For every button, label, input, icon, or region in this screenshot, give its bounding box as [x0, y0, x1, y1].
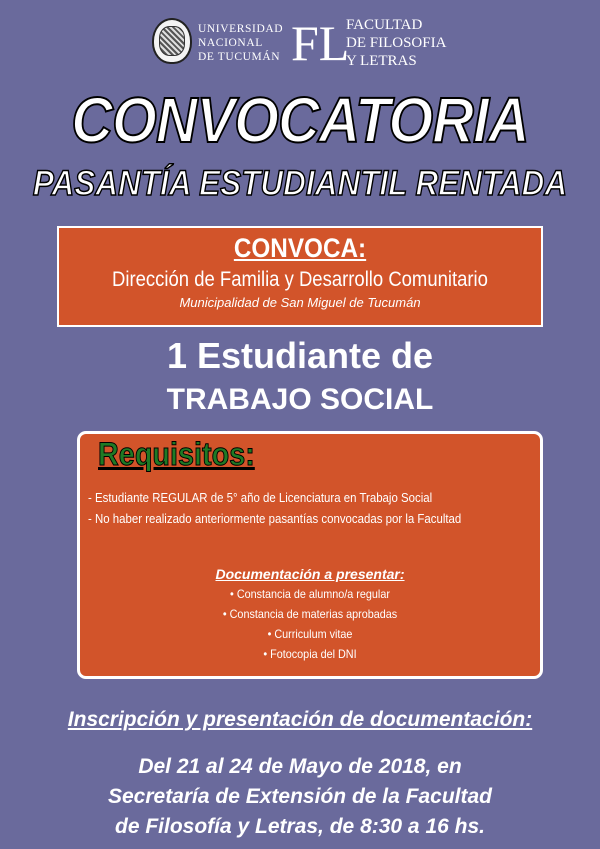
vacancy-career: TRABAJO SOCIAL — [166, 383, 434, 416]
page-subtitle: PASANTÍA ESTUDIANTIL RENTADA — [32, 164, 568, 203]
requirement-item: - No haber realizado anteriormente pasantías convocadas por la Facultad — [88, 511, 462, 526]
requirements-box — [77, 431, 543, 679]
university-name — [198, 22, 283, 64]
convoca-title: CONVOCA: — [233, 233, 367, 263]
svg-text:FL: FL — [291, 15, 350, 71]
university-name-line: UNIVERSIDAD — [198, 23, 284, 35]
vacancy-count: 1 Estudiante de — [166, 335, 434, 376]
faculty-name — [346, 16, 446, 70]
inscription-line: Secretaría de Extensión de la Facultad — [108, 785, 492, 808]
requirements-list — [88, 487, 512, 529]
documents-list — [80, 584, 540, 664]
requirement-item: - Estudiante REGULAR de 5° año de Licenciatura en Trabajo Social — [88, 490, 433, 505]
document-item: • Constancia de alumno/a regular — [230, 587, 390, 601]
inscription-details — [0, 752, 600, 842]
faculty-name-line: DE FILOSOFIA — [346, 35, 447, 51]
convoca-organization: Dirección de Familia y Desarrollo Comunitario — [112, 268, 488, 291]
convoca-municipality: Municipalidad de San Miguel de Tucumán — [179, 295, 421, 310]
faculty-logo-icon — [289, 14, 350, 71]
university-seal-icon — [152, 18, 192, 64]
header — [0, 14, 600, 74]
inscription-title: Inscripción y presentación de documentación: — [67, 708, 533, 731]
university-name-line: DE TUCUMÁN — [198, 51, 281, 63]
faculty-name-line: FACULTAD — [346, 17, 423, 33]
page-title: CONVOCATORIA — [71, 84, 529, 156]
document-item: • Constancia de materias aprobadas — [222, 607, 398, 621]
convoca-box — [57, 226, 543, 327]
faculty-name-line: Y LETRAS — [346, 53, 417, 69]
document-item: • Fotocopia del DNI — [263, 647, 357, 661]
university-name-line: NACIONAL — [198, 37, 263, 49]
inscription-line: de Filosofía y Letras, de 8:30 a 16 hs. — [115, 815, 485, 838]
document-item: • Curriculum vitae — [267, 627, 353, 641]
documents-title: Documentación a presentar: — [215, 566, 405, 582]
inscription-line: Del 21 al 24 de Mayo de 2018, en — [138, 755, 462, 778]
requirements-title: Requisitos: — [98, 436, 255, 472]
